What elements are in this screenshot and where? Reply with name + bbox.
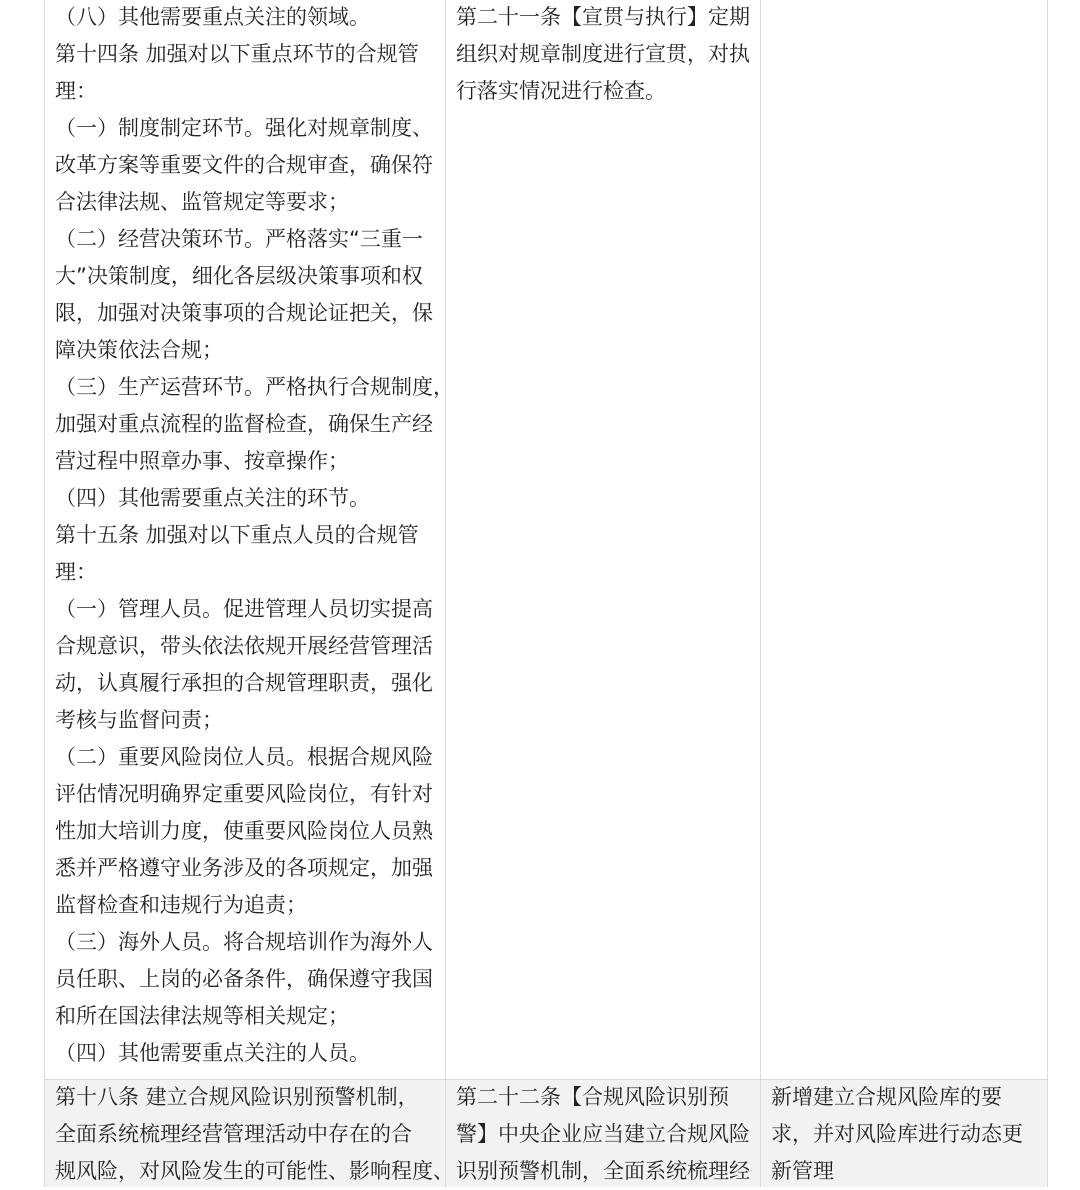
text-line: 新增建立合规风险库的要 <box>771 1085 1002 1109</box>
text-line: 合规意识，带头依法依规开展经营管理活 <box>55 634 433 658</box>
cell-original-text <box>44 1079 454 1187</box>
text-line: 性加大培训力度，使重要风险岗位人员熟 <box>55 819 433 843</box>
text-line: 理： <box>55 79 97 103</box>
text-line: 求，并对风险库进行动态更 <box>771 1122 1023 1146</box>
text-line: 第十四条 加强对以下重点环节的合规管 <box>55 42 419 66</box>
text-line: 规风险，对风险发生的可能性、影响程度、 <box>55 1159 454 1183</box>
text-line: （一）管理人员。促进管理人员切实提高 <box>55 597 433 621</box>
cell-revised-text <box>446 0 761 1079</box>
text-line: （一）制度制定环节。强化对规章制度、 <box>55 116 433 140</box>
text-line: 第二十一条【宣贯与执行】定期 <box>456 5 750 29</box>
text-line: 理： <box>55 560 97 584</box>
text-line: （二）经营决策环节。严格落实“三重一 <box>55 227 423 251</box>
cell-original-text <box>44 0 454 1079</box>
text-line: 新管理 <box>771 1159 834 1183</box>
text-line: 识别预警机制，全面系统梳理经 <box>456 1159 750 1183</box>
text-line: 营过程中照章办事、按章操作； <box>55 449 349 473</box>
text-line: 和所在国法律法规等相关规定； <box>55 1004 349 1028</box>
table-row <box>44 1079 1048 1187</box>
text-line: 监督检查和违规行为追责； <box>55 893 307 917</box>
cell-note <box>761 0 1048 1079</box>
text-line: 障决策依法合规； <box>55 338 223 362</box>
text-line: （八）其他需要重点关注的领域。 <box>55 5 370 29</box>
text-line: （二）重要风险岗位人员。根据合规风险 <box>55 745 433 769</box>
text-line: 全面系统梳理经营管理活动中存在的合 <box>55 1122 412 1146</box>
text-line: 合法律法规、监管规定等要求； <box>55 190 349 214</box>
text-line: （四）其他需要重点关注的环节。 <box>55 486 370 510</box>
text-line: 大”决策制度，细化各层级决策事项和权 <box>55 264 423 288</box>
text-line: 考核与监督问责； <box>55 708 223 732</box>
text-line: （三）生产运营环节。严格执行合规制度， <box>55 375 454 399</box>
text-line: 警】中央企业应当建立合规风险 <box>456 1122 750 1146</box>
text-line: （三）海外人员。将合规培训作为海外人 <box>55 930 433 954</box>
text-line: 员任职、上岗的必备条件，确保遵守我国 <box>55 967 433 991</box>
text-line: 第二十二条【合规风险识别预 <box>456 1085 729 1109</box>
text-line: 加强对重点流程的监督检查，确保生产经 <box>55 412 433 436</box>
text-line: 评估情况明确界定重要风险岗位，有针对 <box>55 782 433 806</box>
text-line: 第十八条 建立合规风险识别预警机制， <box>55 1085 419 1109</box>
table-row <box>44 0 1048 1079</box>
text-line: 改革方案等重要文件的合规审查，确保符 <box>55 153 433 177</box>
text-line: 限，加强对决策事项的合规论证把关，保 <box>55 301 433 325</box>
text-line: （四）其他需要重点关注的人员。 <box>55 1041 370 1065</box>
cell-note <box>761 1079 1048 1187</box>
cell-revised-text <box>446 1079 761 1187</box>
text-line: 第十五条 加强对以下重点人员的合规管 <box>55 523 419 547</box>
text-line: 动，认真履行承担的合规管理职责，强化 <box>55 671 433 695</box>
text-line: 行落实情况进行检查。 <box>456 79 666 103</box>
text-line: 组织对规章制度进行宣贯，对执 <box>456 42 750 66</box>
text-line: 悉并严格遵守业务涉及的各项规定，加强 <box>55 856 433 880</box>
